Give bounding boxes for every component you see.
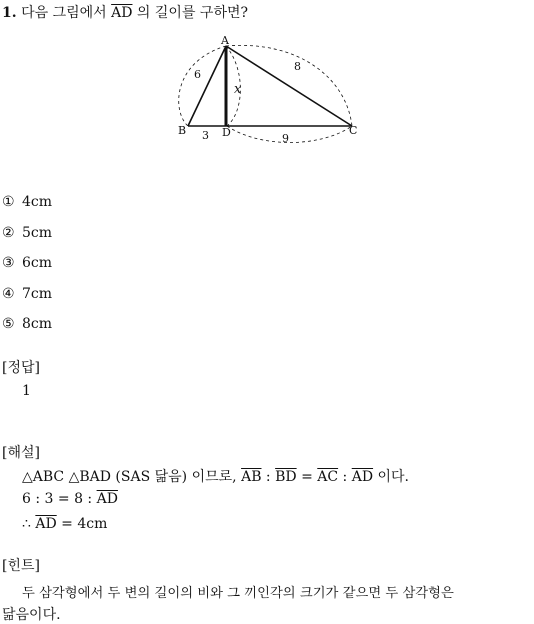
answer-label: [정답] [2, 360, 40, 376]
circumcircle-arc-dc [227, 126, 352, 143]
answer-value: 1 [22, 383, 31, 399]
explanation-line-2-prefix: 6 : 3 = 8 : [22, 491, 97, 507]
therefore-symbol: ∴ [22, 516, 36, 532]
hint-line-2: 닮음이다. [2, 607, 61, 623]
length-dc-label: 9 [282, 132, 289, 145]
choice-3[interactable] [2, 255, 52, 271]
point-b-label: B [178, 124, 187, 137]
length-bd-label: 3 [202, 129, 209, 142]
question-number: 1. [2, 5, 17, 21]
question-text-after: 의 길이를 구하면? [132, 5, 248, 21]
explanation-label: [해설] [2, 445, 40, 461]
hint-label: [힌트] [2, 558, 40, 574]
hint-line-1: 두 삼각형에서 두 변의 길이의 비와 그 끼인각의 크기가 같으면 두 삼각형은 [22, 586, 454, 601]
question-segment: $\overline{AD}$ [111, 5, 133, 21]
triangle-figure [170, 34, 370, 146]
choice-4-mark: ④ [2, 286, 15, 302]
choice-2[interactable] [2, 225, 52, 241]
choice-5[interactable] [2, 316, 52, 332]
choice-1-mark: ① [2, 194, 15, 210]
question-line [2, 2, 248, 22]
segment-bd: $\overline{BD}$ [275, 469, 297, 485]
length-ab-label: 6 [194, 68, 201, 81]
explanation-line-1: △ABC △BAD (SAS 닮음) 이므로, $\overline{AB}$ : $\overline{BD} = \overline{AC}$ : $\overline{AD}$ 이다. [22, 469, 410, 485]
explanation-line-1-prefix: △ABC △BAD (SAS 닮음) 이므로, [22, 469, 242, 485]
choice-3-text: 6cm [22, 255, 53, 271]
segment-ab: $\overline{AB}$ [241, 469, 262, 485]
segment-ad-2: $\overline{AD}$ [96, 491, 118, 507]
point-a-label: A [221, 34, 229, 47]
length-ac-label: 8 [294, 60, 301, 73]
choice-2-text: 5cm [22, 225, 53, 241]
point-c-label: C [349, 124, 358, 137]
explanation-line-1-suffix: 이다. [373, 469, 410, 485]
explanation-line-3-suffix: = 4cm [56, 516, 108, 532]
point-d-label: D [222, 126, 231, 139]
side-ac [226, 46, 352, 126]
explanation-line-3 [22, 516, 107, 532]
explanation-line-2 [22, 491, 118, 507]
segment-ac: $\overline{AC}$ [317, 469, 339, 485]
choice-5-mark: ⑤ [2, 316, 15, 332]
choice-2-mark: ② [2, 225, 15, 241]
length-ad-label: x [234, 82, 242, 97]
choice-4[interactable] [2, 286, 52, 302]
choice-4-text: 7cm [22, 286, 53, 302]
segment-ad-3: $\overline{AD}$ [35, 516, 57, 532]
side-ab [188, 46, 226, 126]
choice-5-text: 8cm [22, 316, 53, 332]
choice-3-mark: ③ [2, 255, 15, 271]
question-text-before: 다음 그림에서 [21, 5, 112, 21]
choice-1-text: 4cm [22, 194, 53, 210]
circumcircle-arc-abd [179, 46, 226, 126]
choice-1[interactable] [2, 194, 52, 210]
segment-ad: $\overline{AD}$ [351, 469, 374, 485]
